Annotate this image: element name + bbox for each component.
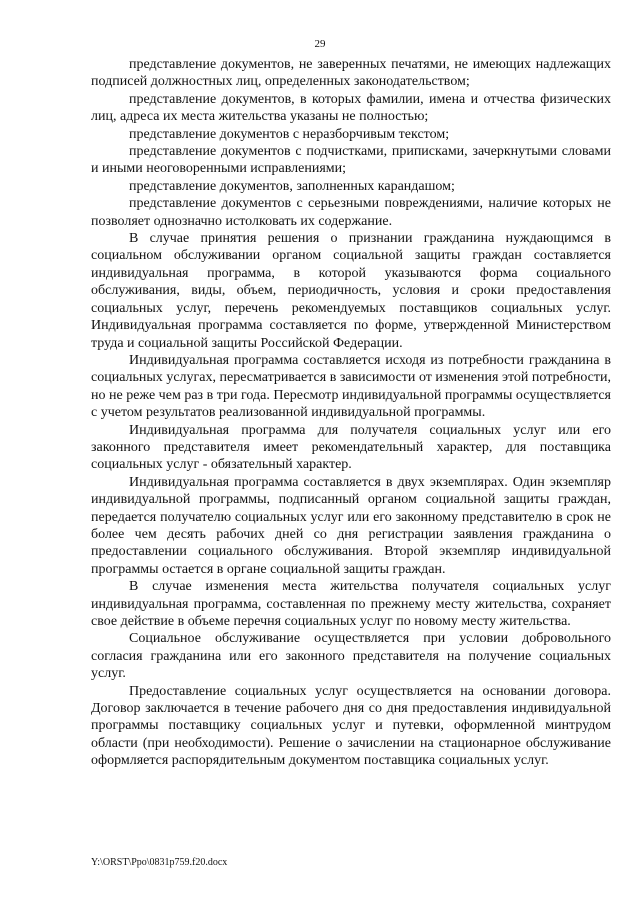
paragraph: представление документов с неразборчивым текстом; bbox=[129, 126, 450, 142]
paragraph: Предоставление социальных услуг осуществляется на основании договора. Договор заключается в течение рабочего дня со дня предоставления индивидуальной программы поставщику социальных услуг и путевки, оформленной минтрудом области (при необходимости). Решение о зачислении на стационарное обслуживание оформляется распорядительным документом поставщика социальных услуг. bbox=[91, 683, 611, 769]
paragraph: Социальное обслуживание осуществляется при условии добровольного согласия гражданина или его законного представителя на получение социальных услуг. bbox=[91, 631, 611, 682]
paragraph: представление документов с серьезными повреждениями, наличие которых не позволяет однозначно истолковать их содержание. bbox=[91, 196, 611, 229]
paragraph: представление документов, не заверенных печатями, не имеющих надлежащих подписей должностных лиц, определенных законодательством; bbox=[91, 57, 611, 90]
file-path-footer: Y:\ORST\Ppo\0831p759.f20.docx bbox=[91, 857, 228, 868]
document-body bbox=[91, 56, 611, 770]
paragraph: Индивидуальная программа составляется в двух экземплярах. Один экземпляр индивидуальной программы, подписанный органом социальной защиты граждан, передается получателю социальных услуг или его законному представителю в срок не более чем десять рабочих дней со дня регистрации заявления гражданина о предоставлении социального обслуживания. Второй экземпляр индивидуальной программы остается в органе социальной защиты граждан. bbox=[91, 474, 611, 577]
paragraph: представление документов с подчистками, приписками, зачеркнутыми словами и иными неоговоренными исправлениями; bbox=[91, 144, 611, 177]
paragraph: В случае принятия решения о признании гражданина нуждающимся в социальном обслуживании органом социальной защиты граждан составляется индивидуальная программа, в которой указываются форма социального обслуживания, виды, объем, периодичность, условия и сроки предоставления социальных услуг, перечень рекомендуемых поставщиков социальных услуг. Индивидуальная программа составляется по форме, утвержденной Министерством труда и социальной защиты Российской Федерации. bbox=[91, 231, 611, 351]
paragraph: представление документов, в которых фамилии, имена и отчества физических лиц, адреса их места жительства указаны не полностью; bbox=[91, 91, 611, 125]
page-number: 29 bbox=[314, 38, 326, 50]
paragraph: представление документов, заполненных карандашом; bbox=[129, 178, 455, 194]
paragraph: В случае изменения места жительства получателя социальных услуг индивидуальная программа, составленная по прежнему месту жительства, сохраняет свое действие в объеме перечня социальных услуг по новому месту жительства. bbox=[91, 579, 611, 629]
paragraph: Индивидуальная программа для получателя социальных услуг или его законного представителя имеет рекомендательный характер, для поставщика социальных услуг - обязательный характер. bbox=[91, 422, 611, 473]
paragraph: Индивидуальная программа составляется исходя из потребности гражданина в социальных услугах, пересматривается в зависимости от изменения этой потребности, но не реже чем раз в три года. Пересмотр индивидуальной программы осуществляется с учетом результатов реализованной индивидуальной программы. bbox=[91, 352, 611, 421]
